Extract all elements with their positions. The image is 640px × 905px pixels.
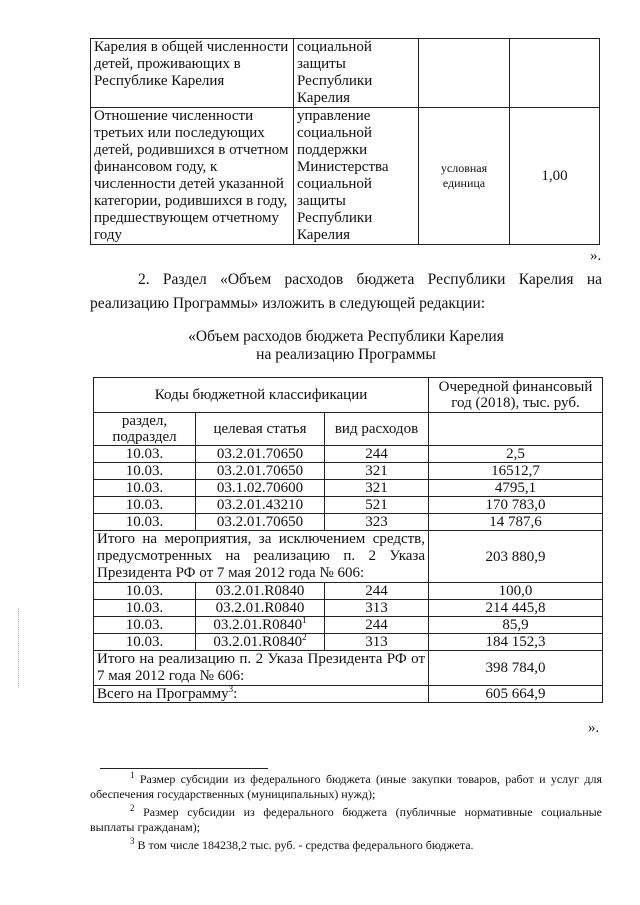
target-cell <box>196 480 325 497</box>
table-row <box>94 583 603 600</box>
header-codes: Коды бюджетной классификации <box>94 378 429 413</box>
target-cell-text: 03.2.01.70650 <box>216 514 304 530</box>
target-cell-text: 03.1.02.70600 <box>216 480 304 496</box>
footnote-3 <box>90 838 602 853</box>
section-cell-text: 10.03. <box>125 514 164 530</box>
footnote-text: Размер субсидии из федерального бюджета (иные закупки товаров, работ и услуг для обеспечения государственных (муниципальных) нужд); <box>90 772 603 801</box>
footnote-number: 3 <box>130 836 135 846</box>
section-cell <box>94 480 196 497</box>
target-cell-text: 03.2.01.R0840 <box>215 583 305 599</box>
type-cell <box>325 480 429 497</box>
footnote-ref: 1 <box>302 615 307 625</box>
total-row <box>94 686 603 703</box>
table-row <box>94 634 603 651</box>
section-cell-text: 10.03. <box>125 617 164 633</box>
type-cell-text: 313 <box>365 600 388 616</box>
header-year: Очередной финансовый год (2018), тыс. руб. <box>429 378 603 413</box>
amount-cell-text: 85,9 <box>502 617 529 633</box>
amount-cell-text: 4795,1 <box>494 480 537 496</box>
table-row <box>94 480 603 497</box>
scan-edge-mark <box>18 608 21 688</box>
indicators-table <box>90 38 600 245</box>
section-cell <box>94 463 196 480</box>
section-cell <box>94 446 196 463</box>
table-row <box>91 39 600 108</box>
closing-quote: ». <box>588 720 600 736</box>
amount-cell <box>429 583 603 600</box>
footnote-ref: 2 <box>302 632 307 642</box>
target-cell-text: 03.2.01.R0840 <box>213 617 303 633</box>
value-cell: 1,00 <box>510 108 600 245</box>
target-cell <box>196 634 325 651</box>
type-cell-text: 244 <box>365 446 388 462</box>
type-cell <box>325 514 429 531</box>
amount-cell <box>429 497 603 514</box>
amount-cell-text: 14 787,6 <box>489 514 542 530</box>
unit-cell <box>419 39 510 108</box>
amount-cell-text: 184 152,3 <box>485 634 546 650</box>
total2-value: 398 784,0 <box>429 651 603 686</box>
type-cell <box>325 497 429 514</box>
table-row <box>94 600 603 617</box>
footnote-text: В том числе 184238,2 тыс. руб. - средства федерального бюджета. <box>137 838 474 852</box>
amount-cell <box>429 446 603 463</box>
section-cell <box>94 497 196 514</box>
type-cell-text: 323 <box>365 514 388 530</box>
type-cell-text: 313 <box>365 634 388 650</box>
total3-label <box>94 686 429 703</box>
total3-value: 605 664,9 <box>429 686 603 703</box>
target-cell <box>196 583 325 600</box>
rows-group-1 <box>94 446 603 531</box>
section-cell-text: 10.03. <box>125 497 164 513</box>
section-cell <box>94 634 196 651</box>
indicator-name-cell: Отношение численности третьих или последующих детей, родившихся в отчетном финансовом году, к численности детей указанной категории, родившихся в году, предшествующем отчетному году <box>91 108 294 245</box>
table-subheader-row <box>94 413 603 446</box>
type-cell <box>325 634 429 651</box>
type-cell <box>325 617 429 634</box>
unit-cell: условная единица <box>419 108 510 245</box>
footnote-number: 2 <box>130 803 135 813</box>
amount-cell-text: 214 445,8 <box>485 600 546 616</box>
table-row <box>94 497 603 514</box>
footnote-2 <box>90 805 602 835</box>
indicator-name-cell: Карелия в общей численности детей, проживающих в Республике Карелия <box>91 39 294 108</box>
closing-quote: ». <box>590 248 602 264</box>
amount-cell-text: 100,0 <box>498 583 533 599</box>
type-cell-text: 321 <box>365 463 388 479</box>
total-row <box>94 531 603 583</box>
target-cell-text: 03.2.01.70650 <box>216 446 304 462</box>
col-type-header: вид расходов <box>325 413 429 446</box>
type-cell <box>325 446 429 463</box>
type-cell-text: 244 <box>365 617 388 633</box>
amount-cell <box>429 480 603 497</box>
type-cell <box>325 583 429 600</box>
section-cell-text: 10.03. <box>125 583 164 599</box>
rows-group-2 <box>94 583 603 651</box>
target-cell <box>196 463 325 480</box>
amount-cell <box>429 617 603 634</box>
responsible-cell: социальной защиты Республики Карелия <box>294 39 419 108</box>
total3-text: Всего на Программу <box>97 686 229 702</box>
amount-cell <box>429 514 603 531</box>
target-cell-text: 03.2.01.43210 <box>216 497 304 513</box>
section-cell-text: 10.03. <box>125 463 164 479</box>
amount-cell <box>429 463 603 480</box>
target-cell <box>196 600 325 617</box>
type-cell <box>325 600 429 617</box>
col-amount-header <box>429 413 603 446</box>
value-cell <box>510 39 600 108</box>
target-cell-text: 03.2.01.R0840 <box>215 600 305 616</box>
amount-cell <box>429 600 603 617</box>
section-cell <box>94 617 196 634</box>
section-cell-text: 10.03. <box>125 480 164 496</box>
table-row <box>91 108 600 245</box>
responsible-cell: управление социальной поддержки Министерства социальной защиты Республики Карелия <box>294 108 419 245</box>
target-cell <box>196 497 325 514</box>
amendment-paragraph: 2. Раздел «Объем расходов бюджета Республики Карелия на реализацию Программы» изложить в следующей редакции: <box>90 271 602 312</box>
col-section-header: раздел, подраздел <box>94 413 196 446</box>
table-row <box>94 514 603 531</box>
type-cell-text: 521 <box>365 497 388 513</box>
type-cell-text: 321 <box>365 480 388 496</box>
target-cell <box>196 617 325 634</box>
col-target-header: целевая статья <box>196 413 325 446</box>
section-cell <box>94 514 196 531</box>
table-row <box>94 617 603 634</box>
footnote-separator <box>100 768 268 769</box>
section-cell-text: 10.03. <box>125 446 164 462</box>
section-heading-line-2: на реализацию Программы <box>256 346 436 363</box>
table-row <box>94 463 603 480</box>
total1-label: Итого на мероприятия, за исключением средств, предусмотренных на реализацию п. 2 Указа Президента РФ от 7 мая 2012 года № 606: <box>94 531 429 583</box>
amount-cell-text: 16512,7 <box>491 463 540 479</box>
section-cell <box>94 600 196 617</box>
footnote-1 <box>90 772 602 802</box>
table-row <box>94 446 603 463</box>
amount-cell <box>429 634 603 651</box>
section-cell-text: 10.03. <box>125 600 164 616</box>
target-cell <box>196 446 325 463</box>
amount-cell-text: 170 783,0 <box>485 497 546 513</box>
target-cell <box>196 514 325 531</box>
budget-table <box>93 377 603 703</box>
type-cell-text: 244 <box>365 583 388 599</box>
footnote-ref: 3 <box>228 684 234 694</box>
section-cell-text: 10.03. <box>125 634 164 650</box>
section-heading-line-1: «Объем расходов бюджета Республики Карелия <box>188 328 504 345</box>
amount-cell-text: 2,5 <box>506 446 525 462</box>
footnote-number: 1 <box>130 770 135 780</box>
total1-value: 203 880,9 <box>429 531 603 583</box>
section-cell <box>94 583 196 600</box>
type-cell <box>325 463 429 480</box>
target-cell-text: 03.2.01.R0840 <box>213 634 303 650</box>
total-row <box>94 651 603 686</box>
total3-colon: : <box>233 686 238 702</box>
target-cell-text: 03.2.01.70650 <box>216 463 304 479</box>
table-header-row <box>94 378 603 413</box>
footnote-text: Размер субсидии из федерального бюджета (публичные нормативные социальные выплаты гражданам); <box>90 805 602 834</box>
total2-label: Итого на реализацию п. 2 Указа Президента РФ от 7 мая 2012 года № 606: <box>94 651 429 686</box>
